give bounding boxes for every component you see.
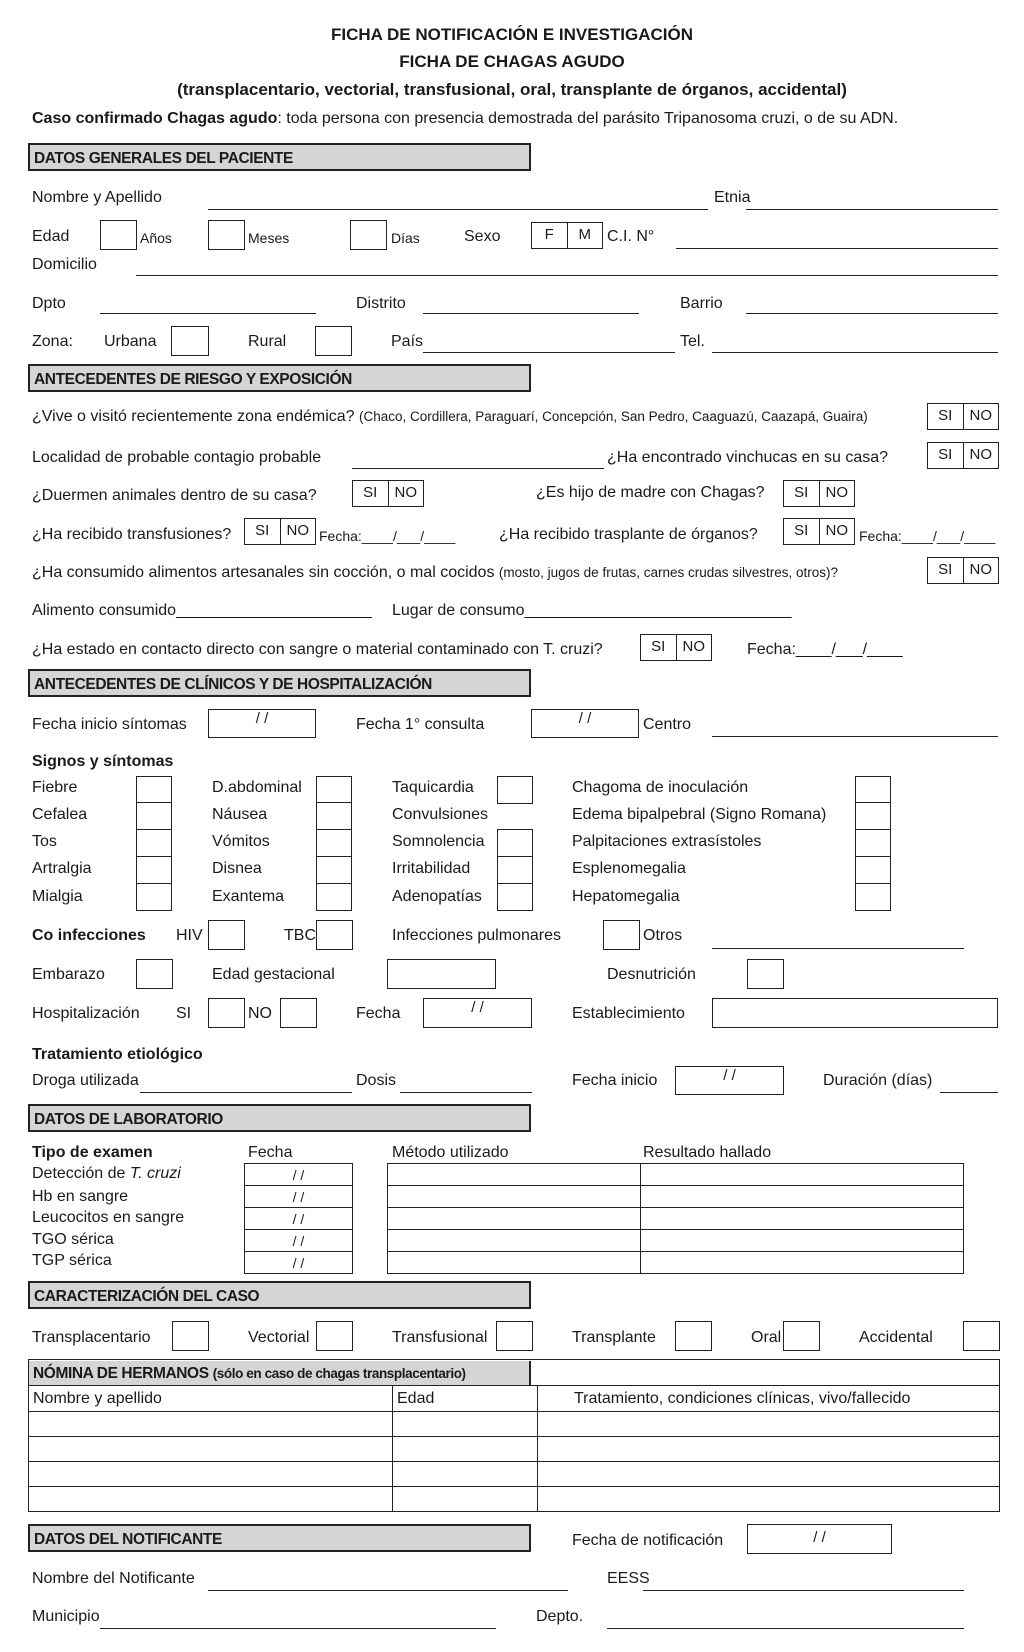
label-otros: Otros	[643, 927, 683, 944]
hiv-checkbox[interactable]	[208, 920, 245, 950]
symptom-checkbox[interactable]	[855, 856, 891, 884]
embarazo-checkbox[interactable]	[136, 959, 173, 989]
section-header-notificante: DATOS DEL NOTIFICANTE	[28, 1524, 531, 1552]
hermano-nombre-cell[interactable]	[29, 1412, 393, 1437]
establecimiento-box[interactable]	[712, 998, 998, 1028]
metodo-cell[interactable]	[388, 1208, 641, 1230]
label-hosp-fecha: Fecha	[356, 1005, 401, 1022]
label-embarazo: Embarazo	[32, 966, 105, 983]
case-definition-text: : toda persona con presencia demostrada del parásito Tripanosoma cruzi, o de su ADN.	[277, 110, 899, 127]
hosp-no-checkbox[interactable]	[280, 998, 317, 1028]
section-header-clinicos: ANTECEDENTES DE CLÍNICOS Y DE HOSPITALIZACIÓN	[28, 669, 531, 697]
symptom-checkbox[interactable]	[497, 776, 533, 804]
edad-gestacional-box[interactable]	[387, 959, 496, 989]
symptom-label: Chagoma de inoculación	[572, 779, 749, 796]
lab-row-label: TGP sérica	[32, 1252, 112, 1269]
symptom-checkbox[interactable]	[316, 829, 352, 857]
label-lab-fecha: Fecha	[248, 1144, 293, 1161]
symptom-checkbox[interactable]	[855, 829, 891, 857]
symptom-checkbox[interactable]	[316, 802, 352, 830]
no-option[interactable]: NO	[825, 484, 848, 501]
centro-field[interactable]	[712, 736, 998, 737]
no-option[interactable]: NO	[394, 484, 417, 501]
symptom-checkbox[interactable]	[855, 776, 891, 804]
label-fecha-inicio-trat: Fecha inicio	[572, 1072, 658, 1089]
q-madre-chagas: ¿Es hijo de madre con Chagas?	[536, 484, 765, 501]
label-eess: EESS	[607, 1570, 650, 1587]
label-hosp-si: SI	[176, 1005, 192, 1022]
rural-box[interactable]	[315, 326, 352, 356]
label-fecha-inicio: Fecha inicio síntomas	[32, 716, 187, 733]
localidad-field[interactable]	[352, 468, 604, 469]
label-transplante: Transplante	[572, 1329, 656, 1346]
symptom-checkbox[interactable]	[136, 856, 172, 884]
trasplante-fecha[interactable]: Fecha:____/___/____	[859, 528, 996, 544]
label-localidad: Localidad de probable contagio probable	[32, 449, 322, 466]
label-tel: Tel.	[680, 333, 705, 350]
label-urbana: Urbana	[104, 333, 157, 350]
lab-fecha-cell[interactable]: / /	[245, 1186, 353, 1208]
symptom-checkbox[interactable]	[136, 883, 172, 911]
zona-endemica-sino[interactable]	[927, 403, 999, 430]
si-option[interactable]: SI	[928, 443, 964, 468]
resultado-cell[interactable]	[641, 1164, 964, 1186]
symptom-checkbox[interactable]	[497, 829, 533, 857]
label-zona: Zona:	[32, 333, 73, 350]
si-option[interactable]: SI	[784, 519, 820, 544]
symptom-label: Mialgia	[32, 888, 83, 905]
label-vectorial: Vectorial	[248, 1329, 310, 1346]
label-dpto: Dpto	[32, 295, 66, 312]
metodo-cell[interactable]	[388, 1164, 641, 1186]
otros-field[interactable]	[712, 948, 964, 949]
dias-box[interactable]	[350, 220, 387, 250]
symptom-label: Somnolencia	[392, 833, 485, 850]
vinchucas-sino[interactable]	[927, 442, 999, 469]
label-metodo: Método utilizado	[392, 1144, 509, 1161]
symptom-checkbox[interactable]	[316, 883, 352, 911]
transfusiones-fecha[interactable]: Fecha:____/___/____	[319, 528, 456, 544]
transfusiones-sino[interactable]	[244, 518, 316, 545]
fecha-notificacion-box[interactable]: / /	[747, 1524, 892, 1554]
hermano-edad-cell[interactable]	[393, 1462, 538, 1487]
hermano-trat-cell[interactable]	[538, 1487, 1000, 1512]
transplante-checkbox[interactable]	[675, 1321, 712, 1351]
si-option[interactable]: SI	[928, 558, 964, 583]
symptom-checkbox[interactable]	[136, 776, 172, 804]
q-alimentos-text: ¿Ha consumido alimentos artesanales sin cocción, o mal cocidos	[32, 564, 495, 581]
lab-fecha-cell[interactable]: / /	[245, 1208, 353, 1230]
section-header-hermanos: NÓMINA DE HERMANOS	[33, 1364, 209, 1382]
dosis-field[interactable]	[400, 1092, 532, 1093]
label-meses: Meses	[248, 230, 290, 246]
lab-fecha-table	[244, 1163, 353, 1274]
col-edad: Edad	[393, 1386, 538, 1412]
label-centro: Centro	[643, 716, 692, 733]
contacto-sino[interactable]	[640, 634, 712, 661]
symptom-label: Esplenomegalia	[572, 860, 686, 877]
section-header-general: DATOS GENERALES DEL PACIENTE	[28, 143, 531, 171]
alimento-consumido[interactable]: Alimento consumido______________________	[32, 602, 372, 619]
symptom-label: Palpitaciones extrasístoles	[572, 833, 762, 850]
label-distrito: Distrito	[356, 295, 406, 312]
label-domicilio: Domicilio	[32, 256, 97, 273]
label-edad: Edad	[32, 228, 70, 245]
label-transfusional: Transfusional	[392, 1329, 488, 1346]
label-hiv: HIV	[176, 927, 203, 944]
label-depto: Depto.	[536, 1608, 584, 1625]
symptom-checkbox[interactable]	[497, 856, 533, 884]
pais-field[interactable]	[423, 352, 675, 353]
label-barrio: Barrio	[680, 295, 723, 312]
label-signos: Signos y síntomas	[32, 753, 174, 770]
label-tratamiento: Tratamiento etiológico	[32, 1046, 203, 1063]
symptom-label: Disnea	[212, 860, 262, 877]
lab-fecha-cell[interactable]: / /	[245, 1164, 353, 1186]
hermano-trat-cell[interactable]	[538, 1412, 1000, 1437]
pulmonares-checkbox[interactable]	[603, 920, 640, 950]
metodo-cell[interactable]	[388, 1186, 641, 1208]
q-trasplante: ¿Ha recibido trasplante de órganos?	[499, 526, 758, 543]
label-dosis: Dosis	[356, 1072, 397, 1089]
alimentos-sino[interactable]	[927, 557, 999, 584]
eess-field[interactable]	[643, 1590, 964, 1591]
symptom-label: Taquicardia	[392, 779, 474, 796]
barrio-field[interactable]	[746, 313, 998, 314]
lab-row-label: TGO sérica	[32, 1231, 114, 1248]
symptom-label: Cefalea	[32, 806, 88, 823]
symptom-label: Náusea	[212, 806, 268, 823]
sexo-selector[interactable]	[531, 222, 603, 249]
si-option[interactable]: SI	[784, 481, 820, 506]
q-zona-detail: (Chaco, Cordillera, Paraguarí, Concepción, San Pedro, Caaguazú, Caazapá, Guaira)	[359, 409, 868, 424]
animales-sino[interactable]	[352, 480, 424, 507]
hosp-si-checkbox[interactable]	[208, 998, 245, 1028]
section-header-laboratorio: DATOS DE LABORATORIO	[28, 1104, 531, 1132]
sexo-f[interactable]: F	[532, 223, 568, 248]
symptom-label: Hepatomegalia	[572, 888, 680, 905]
q-alimentos-detail: (mosto, jugos de frutas, carnes crudas silvestres, otros)?	[498, 565, 839, 580]
label-droga: Droga utilizada	[32, 1072, 139, 1089]
lab-row-label: Hb en sangre	[32, 1188, 129, 1205]
q-zona-endemica	[32, 408, 868, 426]
symptom-label: Exantema	[212, 888, 285, 905]
lab-fecha-cell[interactable]: / /	[245, 1252, 353, 1274]
section-header-riesgo: ANTECEDENTES DE RIESGO Y EXPOSICIÓN	[28, 364, 531, 392]
depto-field[interactable]	[607, 1628, 964, 1629]
symptom-label: Irritabilidad	[392, 860, 471, 877]
hermano-nombre-cell[interactable]	[29, 1437, 393, 1462]
fecha-inicio-trat-box[interactable]: / /	[675, 1066, 784, 1095]
form-scope: (transplacentario, vectorial, transfusional, oral, transplante de órganos, accidental)	[177, 80, 847, 99]
symptom-checkbox[interactable]	[136, 802, 172, 830]
case-definition-label: Caso confirmado Chagas agudo	[32, 110, 278, 127]
form-subtitle: FICHA DE CHAGAS AGUDO	[399, 52, 625, 71]
label-fecha-consulta: Fecha 1° consulta	[356, 716, 485, 733]
label-etnia: Etnia	[714, 189, 751, 206]
no-option[interactable]: NO	[682, 638, 705, 655]
fecha-consulta-box[interactable]: / /	[531, 709, 639, 738]
metodo-cell[interactable]	[388, 1230, 641, 1252]
q-animales: ¿Duermen animales dentro de su casa?	[32, 487, 317, 504]
hosp-fecha-box[interactable]: / /	[423, 998, 532, 1028]
trasplante-sino[interactable]	[783, 518, 855, 545]
si-option[interactable]: SI	[641, 635, 677, 660]
label-coinfecciones: Co infecciones	[32, 927, 146, 944]
meses-box[interactable]	[208, 220, 245, 250]
lab-row-label: Leucocitos en sangre	[32, 1209, 185, 1226]
label-duracion: Duración (días)	[823, 1072, 933, 1089]
symptom-checkbox[interactable]	[855, 802, 891, 830]
case-definition	[32, 110, 898, 128]
label-establecimiento: Establecimiento	[572, 1005, 685, 1022]
symptom-checkbox[interactable]	[855, 883, 891, 911]
si-option[interactable]: SI	[353, 481, 389, 506]
no-option[interactable]: NO	[969, 407, 992, 424]
q-zona-text: ¿Vive o visitó recientemente zona endémica?	[32, 408, 355, 425]
transfusional-checkbox[interactable]	[496, 1321, 533, 1351]
accidental-checkbox[interactable]	[963, 1321, 1000, 1351]
no-option[interactable]: NO	[969, 561, 992, 578]
sexo-m[interactable]: M	[578, 226, 591, 243]
symptom-label: Convulsiones	[392, 806, 489, 823]
resultado-cell[interactable]	[641, 1186, 964, 1208]
urbana-box[interactable]	[171, 326, 209, 356]
lab-result-table	[387, 1163, 964, 1274]
hermano-edad-cell[interactable]	[393, 1412, 538, 1437]
label-sexo: Sexo	[464, 228, 501, 245]
resultado-cell[interactable]	[641, 1252, 964, 1274]
symptom-checkbox[interactable]	[316, 776, 352, 804]
hermanos-table	[28, 1359, 1000, 1512]
lugar-consumo[interactable]: Lugar de consumo______________________________	[392, 602, 792, 619]
q-vinchucas: ¿Ha encontrado vinchucas en su casa?	[607, 449, 889, 466]
hermanos-note: (sólo en caso de chagas transplacentario)	[212, 1365, 466, 1381]
symptom-checkbox[interactable]	[136, 829, 172, 857]
section-header-caracterizacion: CARACTERIZACIÓN DEL CASO	[28, 1281, 531, 1309]
no-option[interactable]: NO	[969, 446, 992, 463]
nombre-field[interactable]	[208, 209, 708, 210]
anos-box[interactable]	[100, 220, 137, 250]
label-pulmonares: Infecciones pulmonares	[392, 927, 561, 944]
si-option[interactable]: SI	[928, 404, 964, 429]
label-anos: Años	[140, 230, 172, 246]
label-ci: C.I. N°	[607, 228, 655, 245]
form-title: FICHA DE NOTIFICACIÓN E INVESTIGACIÓN	[330, 25, 694, 44]
contacto-fecha[interactable]: Fecha:____/___/____	[747, 641, 903, 658]
symptom-label: Fiebre	[32, 779, 78, 796]
dpto-field[interactable]	[100, 313, 316, 314]
hermanos-header-cell	[29, 1360, 1000, 1386]
nombre-notificante-field[interactable]	[208, 1590, 568, 1591]
q-alimentos	[32, 564, 838, 582]
symptom-checkbox[interactable]	[497, 883, 533, 911]
lab-fecha-cell[interactable]: / /	[245, 1230, 353, 1252]
label-hosp-no: NO	[248, 1005, 272, 1022]
hermano-trat-cell[interactable]	[538, 1462, 1000, 1487]
label-desnutricion: Desnutrición	[607, 966, 696, 983]
municipio-field[interactable]	[100, 1628, 496, 1629]
label-accidental: Accidental	[859, 1329, 933, 1346]
symptom-label: D.abdominal	[212, 779, 302, 796]
droga-field[interactable]	[140, 1092, 352, 1093]
col-nombre-apellido: Nombre y apellido	[29, 1386, 393, 1412]
symptom-label: Edema bipalpebral (Signo Romana)	[572, 806, 827, 823]
symptom-label: Artralgia	[32, 860, 92, 877]
label-municipio: Municipio	[32, 1608, 100, 1625]
hermano-nombre-cell[interactable]	[29, 1462, 393, 1487]
transplacentario-checkbox[interactable]	[172, 1321, 209, 1351]
label-tbc: TBC	[284, 927, 316, 944]
desnutricion-checkbox[interactable]	[747, 959, 784, 989]
label-oral: Oral	[751, 1329, 782, 1346]
hermano-edad-cell[interactable]	[393, 1437, 538, 1462]
symptom-checkbox[interactable]	[316, 856, 352, 884]
label-pais: País	[391, 333, 424, 350]
metodo-cell[interactable]	[388, 1252, 641, 1274]
no-option[interactable]: NO	[286, 522, 309, 539]
label-nombre-notificante: Nombre del Notificante	[32, 1570, 195, 1587]
vectorial-checkbox[interactable]	[316, 1321, 353, 1351]
label-fecha-notificacion: Fecha de notificación	[572, 1532, 724, 1549]
hermano-nombre-cell[interactable]	[29, 1487, 393, 1512]
col-tratamiento: Tratamiento, condiciones clínicas, vivo/fallecido	[538, 1386, 1000, 1412]
symptom-label: Adenopatías	[392, 888, 482, 905]
ci-field[interactable]	[676, 248, 998, 249]
q-contacto: ¿Ha estado en contacto directo con sangre o material contaminado con T. cruzi?	[32, 641, 603, 658]
label-rural: Rural	[248, 333, 287, 350]
madre-chagas-sino[interactable]	[783, 480, 855, 507]
label-transplacentario: Transplacentario	[32, 1329, 151, 1346]
tbc-checkbox[interactable]	[316, 920, 353, 950]
fecha-inicio-box[interactable]: / /	[208, 709, 316, 738]
no-option[interactable]: NO	[825, 522, 848, 539]
label-nombre: Nombre y Apellido	[32, 189, 162, 206]
resultado-cell[interactable]	[641, 1208, 964, 1230]
tel-field[interactable]	[712, 352, 998, 353]
hermano-edad-cell[interactable]	[393, 1487, 538, 1512]
label-dias: Días	[391, 230, 420, 246]
hermano-trat-cell[interactable]	[538, 1437, 1000, 1462]
q-transfusiones: ¿Ha recibido transfusiones?	[32, 526, 232, 543]
label-edad-gestacional: Edad gestacional	[212, 966, 335, 983]
duracion-field[interactable]	[940, 1092, 998, 1093]
si-option[interactable]: SI	[245, 519, 281, 544]
lab-row-label: Detección de T. cruzi	[32, 1165, 181, 1182]
symptom-label: Tos	[32, 833, 57, 850]
resultado-cell[interactable]	[641, 1230, 964, 1252]
etnia-field[interactable]	[746, 209, 998, 210]
label-tipo-examen: Tipo de examen	[32, 1144, 153, 1161]
label-resultado: Resultado hallado	[643, 1144, 772, 1161]
domicilio-field[interactable]	[136, 275, 998, 276]
symptom-label: Vómitos	[212, 833, 270, 850]
label-hospitalizacion: Hospitalización	[32, 1005, 140, 1022]
oral-checkbox[interactable]	[783, 1321, 820, 1351]
distrito-field[interactable]	[423, 313, 639, 314]
